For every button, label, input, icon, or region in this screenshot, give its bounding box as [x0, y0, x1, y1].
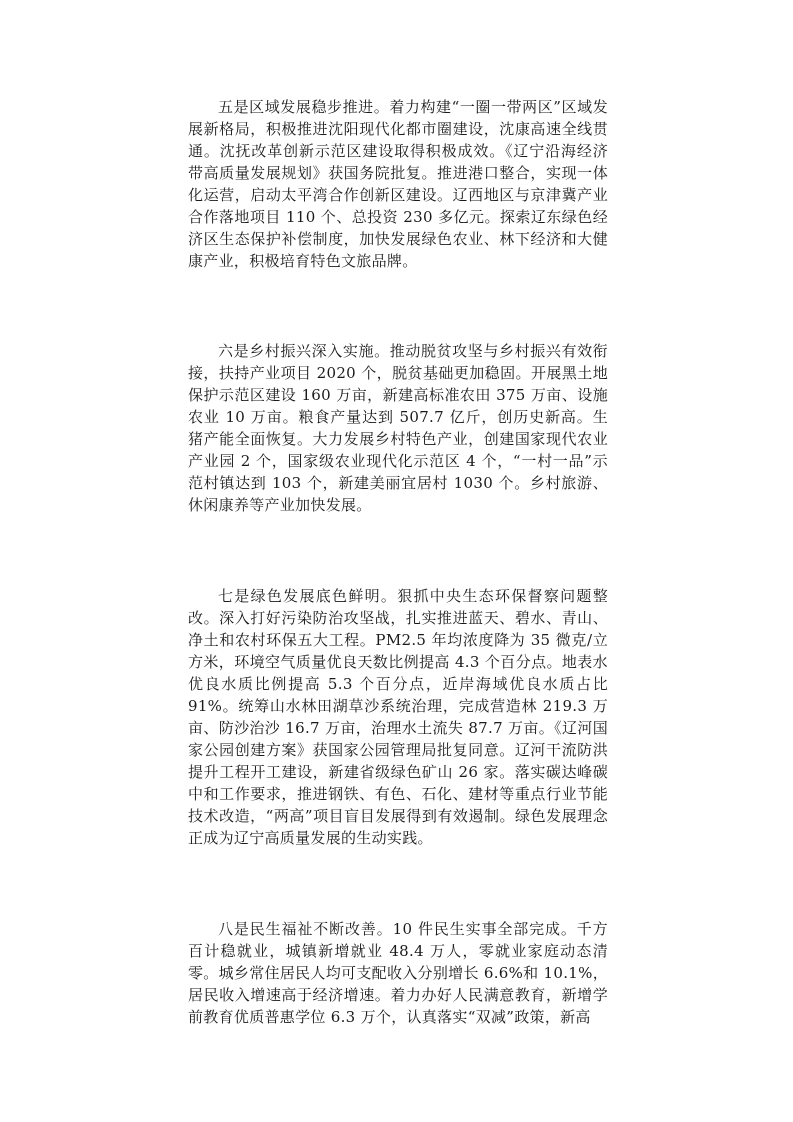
paragraph-regional-development: 五是区域发展稳步推进。着力构建“一圈一带两区”区域发展新格局，积极推进沈阳现代化都市圈建设，沈康高速全线贯通。沈抚改革创新示范区建设取得积极成效。《辽宁沿海经济带高质量发展规划》获国务院批复。推进港口整合，实现一体化运营，启动太平湾合作创新区建设。辽西地区与京津冀产业合作落地项目 110 个、总投资 230 多亿元。探索辽东绿色经济区生态保护补偿制度，加快发展绿色农业、林下经济和大健康产业，积极培育特色文旅品牌。 [188, 98, 608, 270]
paragraph-rural-revitalization: 六是乡村振兴深入实施。推动脱贫攻坚与乡村振兴有效衔接，扶持产业项目 2020 个，脱贫基础更加稳固。开展黑土地保护示范区建设 160 万亩，新建高标准农田 375 万亩、设施农业 10 万亩。粮食产量达到 507.7 亿斤，创历史新高。生猪产能全面恢复。大力发展乡村特色产业，创建国家现代农业产业园 2 个，国家级农业现代化示范区 4 个，“一村一品”示范村镇达到 103 个，新建美丽宜居村 1030 个。乡村旅游、休闲康养等产业加快发展。 [188, 342, 608, 514]
paragraph-livelihood: 八是民生福祉不断改善。10 件民生实事全部完成。千方百计稳就业，城镇新增就业 48.4 万人，零就业家庭动态清零。城乡常住居民人均可支配收入分别增长 6.6%和 10.1%，居民收入增速高于经济增速。着力办好人民满意教育，新增学前教育优质普惠学位 6.3 万个，认真落实“双减”政策，新高 [188, 920, 608, 1026]
paragraph-green-development: 七是绿色发展底色鲜明。狠抓中央生态环保督察问题整改。深入打好污染防治攻坚战，扎实推进蓝天、碧水、青山、净土和农村环保五大工程。PM2.5 年均浓度降为 35 微克/立方米，环境空气质量优良天数比例提高 4.3 个百分点。地表水优良水质比例提高 5.3 个百分点，近岸海域优良水质占比 91%。统筹山水林田湖草沙系统治理，完成营造林 219.3 万亩、防沙治沙 16.7 万亩，治理水土流失 87.7 万亩。《辽河国家公园创建方案》获国家公园管理局批复同意。辽河干流防洪提升工程开工建设，新建省级绿色矿山 26 家。落实碳达峰碳中和工作要求，推进钢铁、有色、石化、建材等重点行业节能技术改造，“两高”项目盲目发展得到有效遏制。绿色发展理念正成为辽宁高质量发展的生动实践。 [188, 587, 608, 847]
